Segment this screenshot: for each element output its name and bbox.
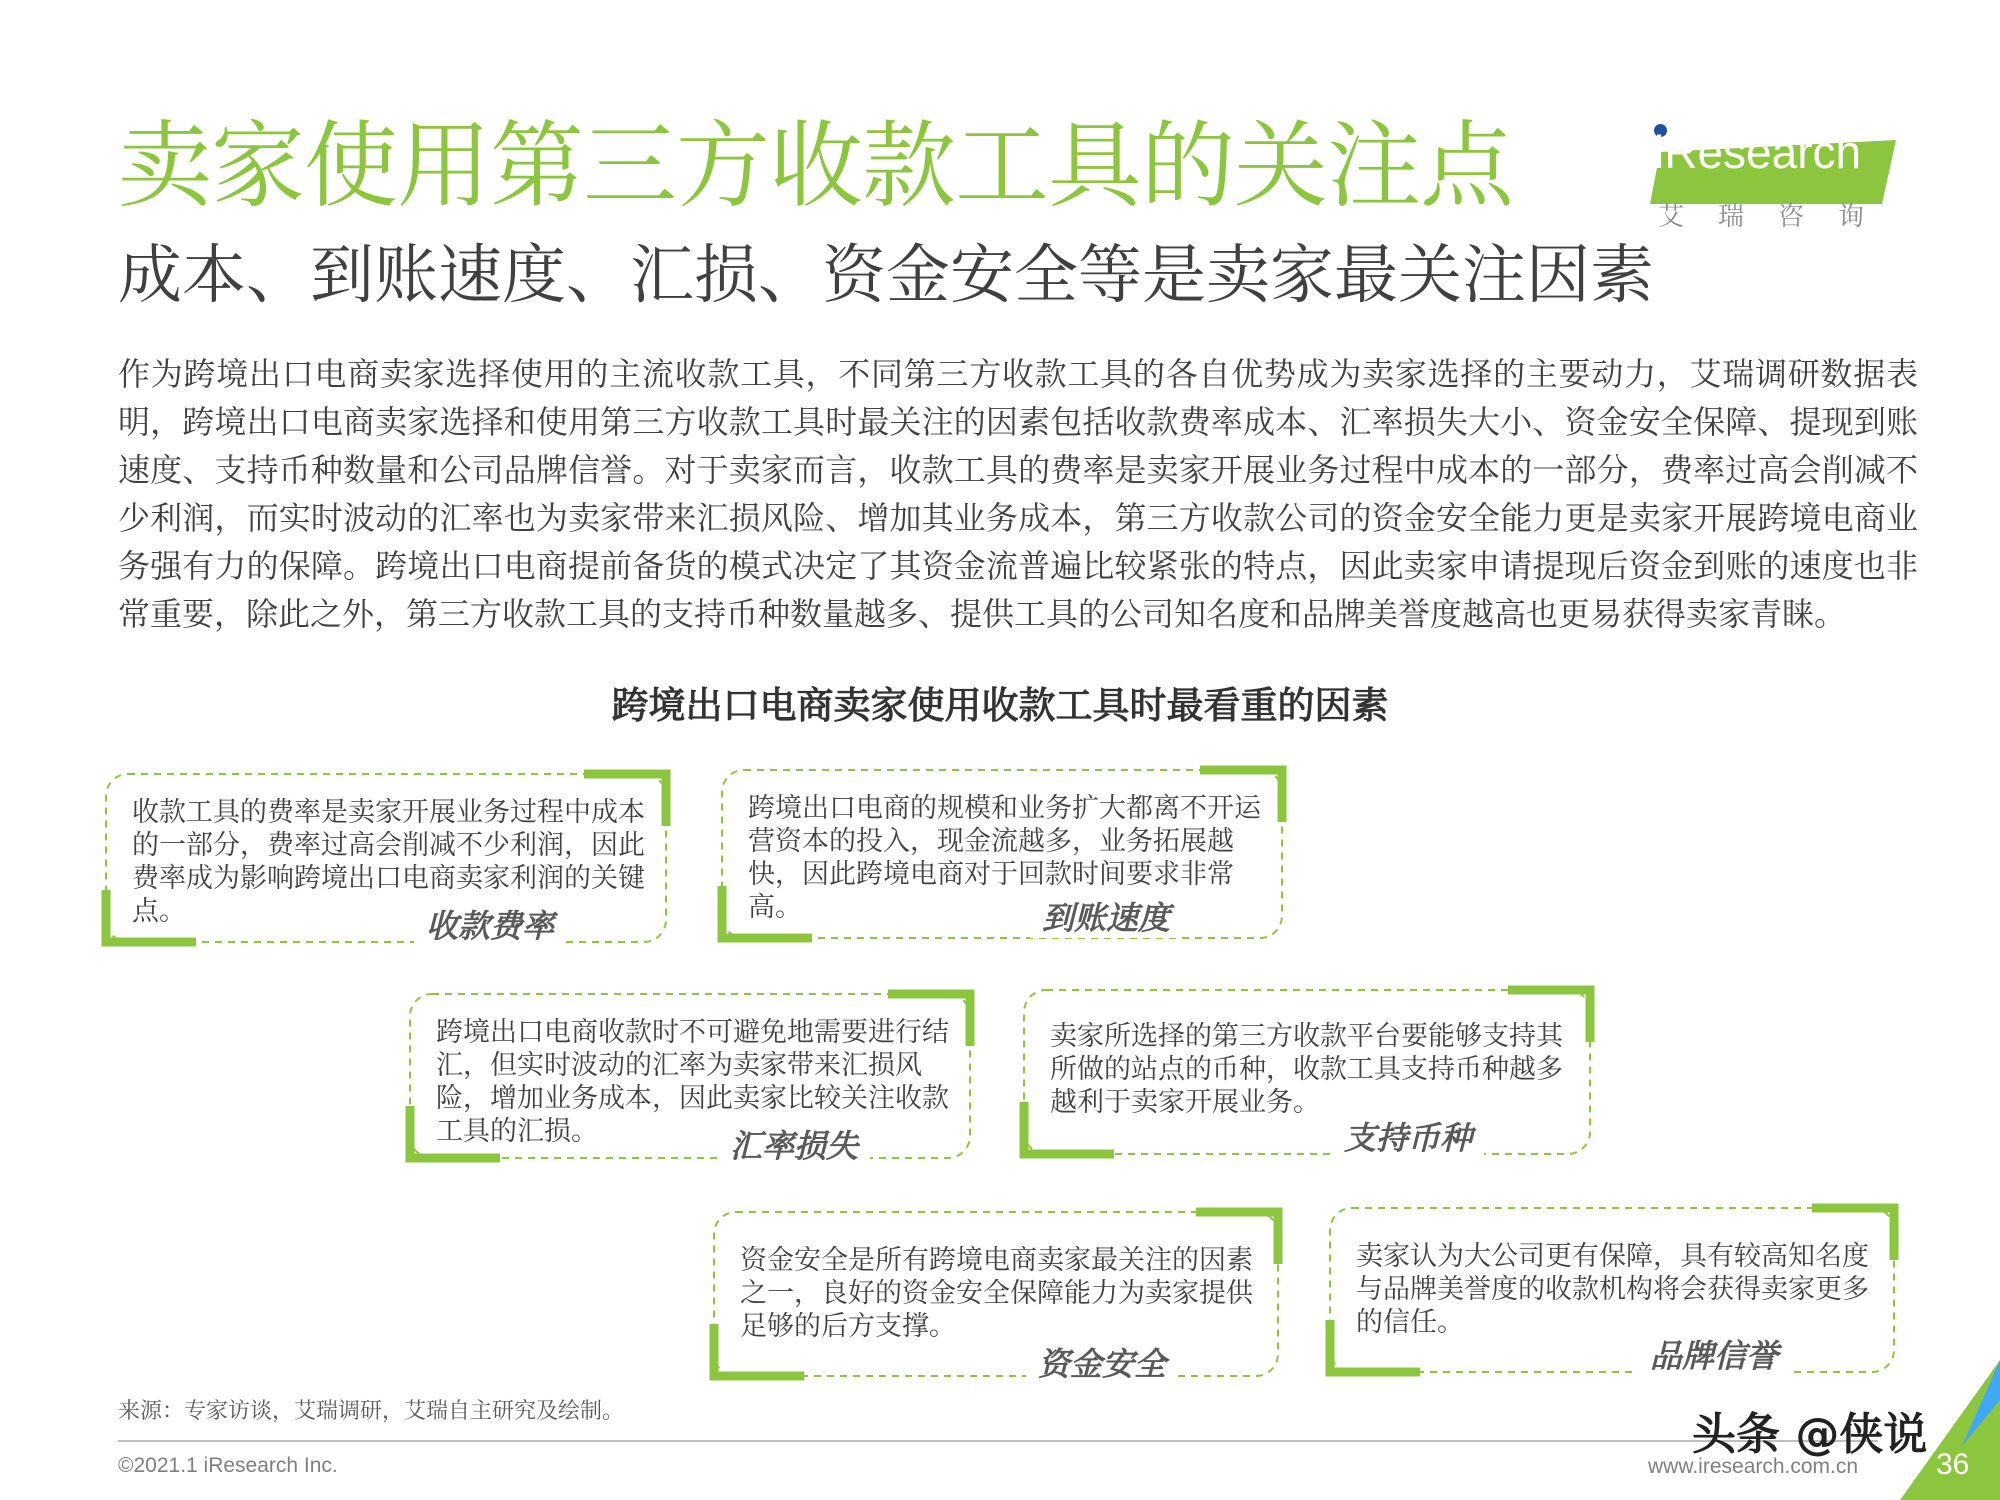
factor-box-arrival-speed — [720, 766, 1286, 942]
factor-description: 跨境出口电商的规模和业务扩大都离不开运营资本的投入，现金流越多，业务拓展越快，因此跨境电商对于回款时间要求非常高。 — [748, 793, 1261, 923]
factor-box-fund-security — [712, 1208, 1282, 1383]
factor-description: 收款工具的费率是卖家开展业务过程中成本的一部分，费率过高会削减不少利润，因此费率成为影响跨境出口电商卖家利润的关键点。 — [132, 797, 645, 927]
watermark: 头条 @侠说 — [1692, 1409, 1928, 1460]
factor-label: 收款费率 — [414, 906, 566, 946]
source-note: 来源：专家访谈，艾瑞调研，艾瑞自主研究及绘制。 — [118, 1399, 625, 1424]
factor-description: 卖家认为大公司更有保障，具有较高知名度与品牌美誉度的收款机构将会获得卖家更多的信任。 — [1356, 1241, 1869, 1338]
logo-chinese-name: 艾瑞咨询 — [1658, 202, 1899, 232]
logo-text: iResearch — [1654, 126, 1862, 178]
intro-paragraph: 作为跨境出口电商卖家选择使用的主流收款工具，不同第三方收款工具的各自优势成为卖家选择的主要动力，艾瑞调研数据表明，跨境出口电商卖家选择和使用第三方收款工具时最关注的因素包括收款费率成本、汇率损失大小、资金安全保障、提现到账速度、支持币种数量和公司品牌信誉。对于卖家而言，收款工具的费率是卖家开展业务过程中成本的一部分，费率过高会削减不少利润，而实时波动的汇率也为卖家带来汇损风险、增加其业务成本，第三方收款公司的资金安全能力更是卖家开展跨境电商业务强有力的保障。跨境出口电商提前备货的模式决定了其资金流普遍比较紧张的特点，因此卖家申请提现后资金到账的速度也非常重要，除此之外，第三方收款工具的支持币种数量越多、提供工具的公司知名度和品牌美誉度越高也更易获得卖家青睐。 — [118, 355, 1918, 633]
page-subtitle: 成本、到账速度、汇损、资金安全等是卖家最关注因素 — [118, 239, 1654, 313]
copyright: ©2021.1 iResearch Inc. — [118, 1454, 338, 1477]
iresearch-logo — [1650, 104, 1902, 240]
page-number: 36 — [1936, 1448, 1970, 1481]
website-url: www.iresearch.com.cn — [1648, 1455, 1859, 1478]
factor-box-exchange-loss — [408, 990, 974, 1165]
section-title: 跨境出口电商卖家使用收款工具时最看重的因素 — [611, 684, 1389, 727]
factor-label: 汇率损失 — [718, 1126, 870, 1166]
factor-description: 跨境出口电商收款时不可避免地需要进行结汇，但实时波动的汇率为卖家带来汇损风险，增加业务成本，因此卖家比较关注收款工具的汇损。 — [436, 1017, 949, 1147]
factor-label: 到账速度 — [1030, 898, 1182, 938]
factor-box-fee-rate — [104, 770, 670, 946]
factor-label: 品牌信誉 — [1638, 1336, 1790, 1376]
factor-box-supported-currencies — [1022, 986, 1594, 1158]
footer-divider — [118, 1440, 1878, 1442]
factor-label: 资金安全 — [1026, 1344, 1178, 1384]
factor-box-brand-reputation — [1328, 1204, 1898, 1376]
page-title: 卖家使用第三方收款工具的关注点 — [118, 112, 1514, 221]
factor-description: 卖家所选择的第三方收款平台要能够支持其所做的站点的币种，收款工具支持币种越多越利于卖家开展业务。 — [1050, 1021, 1563, 1118]
factor-label: 支持币种 — [1332, 1118, 1484, 1158]
factor-description: 资金安全是所有跨境电商卖家最关注的因素之一，良好的资金安全保障能力为卖家提供足够的后方支撑。 — [740, 1245, 1253, 1342]
